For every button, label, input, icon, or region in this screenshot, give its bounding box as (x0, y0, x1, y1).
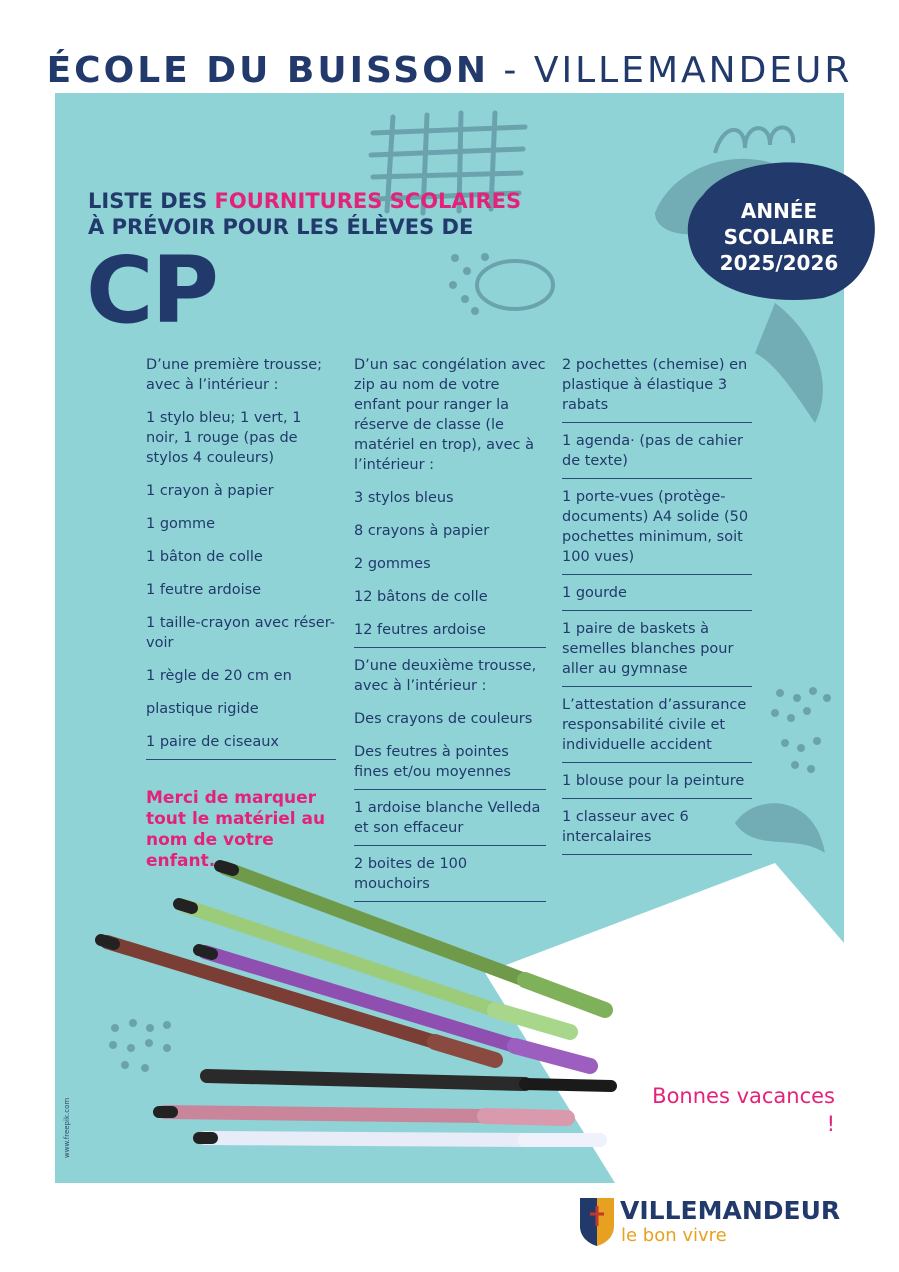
supply-item: Des feutres à pointes fines et/ou moyennes (354, 737, 546, 790)
school-year-badge (683, 198, 875, 276)
town-shield-icon (578, 1196, 616, 1248)
supply-item: 1 ardoise blanche Velleda et son effaceur (354, 793, 546, 846)
supply-item: 1 gomme (146, 516, 216, 532)
supply-item: 2 gommes (354, 556, 431, 572)
supply-column-1 (146, 350, 336, 763)
supply-item: 1 paire de ciseaux (146, 727, 336, 760)
supply-item: 1 stylo bleu; 1 vert, 1 noir, 1 rouge (pas de stylos 4 couleurs) (146, 410, 302, 466)
oval-doodle-icon (477, 261, 553, 309)
badge-line3: 2025/2026 (719, 251, 839, 275)
badge-line2: SCOLAIRE (723, 225, 835, 249)
dots-right-icon (771, 687, 831, 773)
supply-item: D’une deuxième trousse, avec à l’intérieur : (354, 658, 537, 694)
supply-item: 1 agenda· (pas de cahier de texte) (562, 426, 752, 479)
header-separator: - (488, 50, 534, 91)
supply-item: 8 crayons à papier (354, 523, 490, 539)
title-line2: À PRÉVOIR POUR LES ÉLÈVES DE (88, 215, 474, 239)
supply-item: 1 règle de 20 cm en (146, 668, 292, 684)
supply-item: 2 boites de 100 mouchoirs (354, 849, 546, 902)
dots-doodle-icon (449, 253, 489, 315)
logo-slogan: le bon vivre (621, 1225, 727, 1246)
supply-item: 1 gourde (562, 578, 752, 611)
supply-item: 1 taille-crayon avec réser-voir (146, 615, 335, 651)
supply-item: 1 feutre ardoise (146, 582, 262, 598)
supply-item: 2 pochettes (chemise) en plastique à élastique 3 rabats (562, 350, 752, 423)
supply-item: L’attestation d’assurance responsabilité civile et individuelle accident (562, 690, 752, 763)
supply-item: 1 blouse pour la peinture (562, 766, 752, 799)
school-name: ÉCOLE DU BUISSON (46, 50, 489, 91)
supply-item: 1 porte-vues (protège-documents) A4 solide (50 pochettes minimum, soit 100 vues) (562, 482, 752, 575)
thanks-note: Merci de marquer tout le matériel au nom de votre enfant. (146, 788, 326, 871)
supply-item: plastique rigide (146, 701, 259, 717)
title-line1-prefix: LISTE DES (88, 189, 215, 213)
leaf-right-icon (755, 303, 823, 423)
supply-item: 1 crayon à papier (146, 483, 274, 499)
page-header (0, 50, 899, 91)
image-credit: www.freepik.com (63, 1097, 71, 1158)
supply-item: 1 classeur avec 6 intercalaires (562, 802, 752, 855)
town-name: VILLEMANDEUR (533, 50, 853, 91)
supply-item: 12 feutres ardoise (354, 615, 546, 648)
supply-item: 12 bâtons de colle (354, 589, 488, 605)
list-title (88, 188, 521, 240)
supply-item: D’une première trousse; avec à l’intérieur : (146, 357, 323, 393)
squiggle-doodle-icon (715, 128, 793, 154)
supply-item: 1 bâton de colle (146, 549, 263, 565)
supply-item: D’un sac congélation avec zip au nom de votre enfant pour ranger la réserve de classe (le matériel en trop), avec à l’intérieur : (354, 357, 546, 473)
felt-pens-illustration (55, 820, 655, 1160)
closing-message: Bonnes vacances ! (652, 1084, 835, 1136)
title-highlight: FOURNITURES SCOLAIRES (214, 189, 522, 213)
supply-column-3 (562, 350, 752, 858)
supply-item: Des crayons de couleurs (354, 711, 533, 727)
grade-level: CP (86, 237, 217, 344)
supply-item: 3 stylos bleus (354, 490, 454, 506)
logo-name: VILLEMANDEUR (620, 1196, 841, 1225)
badge-line1: ANNÉE (740, 199, 818, 223)
supply-item: 1 paire de baskets à semelles blanches pour aller au gymnase (562, 614, 752, 687)
